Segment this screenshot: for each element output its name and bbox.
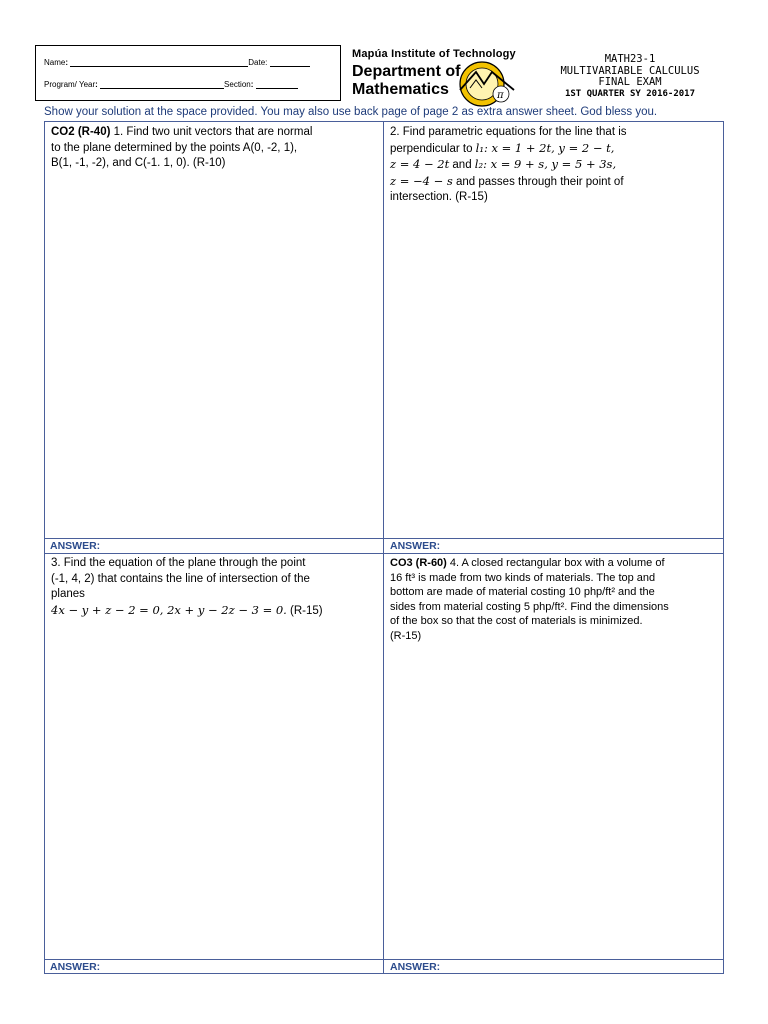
date-field[interactable] [270, 58, 310, 67]
answer-label-q2: ANSWER: [390, 540, 441, 552]
department-line2: Mathematics [352, 81, 449, 98]
exam-title: FINAL EXAM [598, 76, 662, 88]
question-4 [390, 556, 720, 643]
section-label: Section [224, 80, 251, 89]
q4-line6: (R-15) [390, 629, 422, 642]
q4-tag: CO3 (R-60) [390, 557, 447, 569]
q1-line3: B(1, -1, -2), and C(-1. 1, 0). (R-10) [51, 157, 226, 169]
q3-line2: (-1, 4, 2) that contains the line of intersection of the [51, 572, 310, 585]
q1-tag: CO2 (R-40) [51, 126, 111, 138]
term: 1ST QUARTER SY 2016-2017 [564, 88, 696, 99]
svg-text:π: π [497, 90, 504, 101]
program-field[interactable] [100, 80, 224, 89]
q2-line2-math: l₁: x = 1 + 2t, y = 2 − t, [475, 140, 615, 155]
course-title: MULTIVARIABLE CALCULUS [560, 64, 700, 77]
answer-label-q4: ANSWER: [390, 961, 441, 973]
answer-label-q1: ANSWER: [50, 540, 101, 552]
q4-line1: 4. A closed rectangular box with a volume of [446, 557, 665, 569]
grid-divider-q3-answer [44, 959, 724, 960]
name-date-line: Name: Date: [44, 58, 310, 67]
student-info-box [35, 45, 341, 101]
q2-line3-math-a: z = 4 − 2t [390, 157, 450, 171]
q4-line3: bottom are made of material costing 10 php/ft² and the [390, 586, 655, 598]
department-line1: Department of [352, 63, 461, 80]
q3-line4-math: 4x − y + z − 2 = 0, 2x + y − 2z − 3 = 0. [51, 602, 287, 617]
section-field[interactable] [256, 80, 298, 89]
q4-line2: 16 ft³ is made from two kinds of materials. The top and [390, 571, 656, 584]
q2-line4-text: and passes through their point of [452, 175, 624, 188]
answer-grid [44, 121, 724, 974]
question-2 [390, 125, 720, 206]
department-seal-icon [456, 60, 518, 108]
q2-line2-text: perpendicular to [390, 142, 476, 155]
q2-line3-text: and [449, 159, 475, 171]
q2-line5: intersection. (R-15) [390, 191, 488, 203]
q3-line1: 3. Find the equation of the plane through the point [51, 557, 306, 569]
program-section-line: Program/ Year: Section: [44, 80, 298, 89]
instructions: Show your solution at the space provided. You may also use back page of page 2 as extra answer sheet. God bless you. [44, 106, 658, 118]
program-label: Program/ Year [44, 80, 96, 89]
q2-line3-math-b: l₂: x = 9 + s, y = 5 + 3s, [474, 157, 617, 171]
grid-vertical-divider [383, 121, 384, 974]
q3-line4-text: (R-15) [286, 604, 323, 617]
grid-divider-middle [44, 553, 724, 554]
name-field[interactable] [70, 58, 248, 67]
question-1 [51, 125, 379, 172]
question-3 [51, 556, 379, 619]
q2-line4-math: z = −4 − s [390, 173, 453, 188]
date-label: Date: [248, 58, 268, 67]
institute-name: Mapúa Institute of Technology [352, 48, 516, 60]
q3-line3: planes [51, 588, 85, 600]
course-info [530, 54, 730, 100]
answer-label-q3: ANSWER: [50, 961, 101, 973]
name-label: Name [44, 58, 66, 67]
q4-line4: sides from material costing 5 php/ft². Find the dimensions [390, 600, 669, 613]
course-code: MATH23-1 [604, 53, 656, 65]
department-title [352, 63, 460, 99]
q2-line1: 2. Find parametric equations for the line that is [390, 126, 627, 138]
q1-line2: to the plane determined by the points A(0, -2, 1), [51, 141, 298, 154]
q1-line1: 1. Find two unit vectors that are normal [110, 126, 313, 138]
grid-divider-q1-answer [44, 538, 724, 539]
q4-line5: of the box so that the cost of materials is minimized. [390, 615, 643, 627]
